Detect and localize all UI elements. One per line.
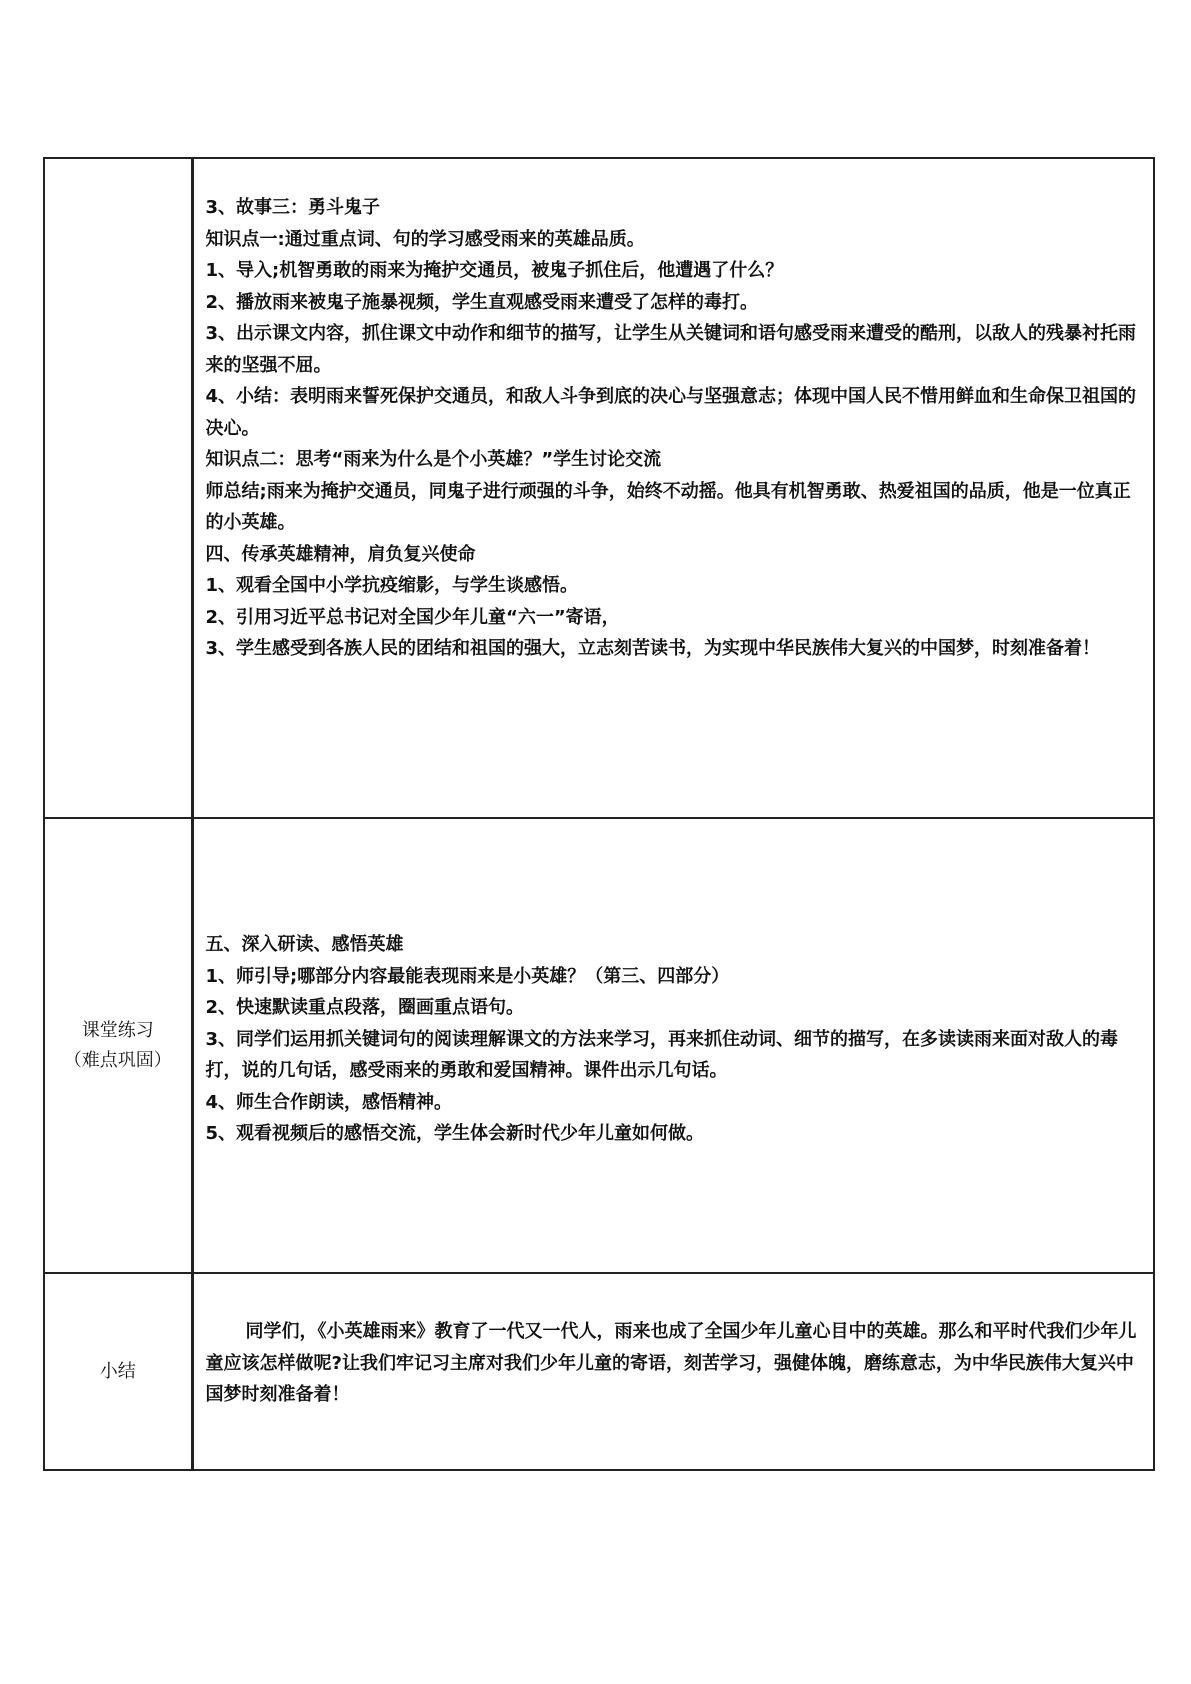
content-line: 3、学生感受到各族人民的团结和祖国的强大，立志刻苦读书，为实现中华民族伟大复兴的中国梦，时刻准备着！	[205, 638, 1101, 659]
table-row	[44, 1273, 1154, 1470]
content-line: 1、师引导;哪部分内容最能表现雨来是小英雄？（第三、四部分）	[205, 965, 730, 987]
content-line: 师总结;雨来为掩护交通员，同鬼子进行顽强的斗争，始终不动摇。他具有机智勇敢、热爱祖国的品质，他是一位真正的小英雄。	[205, 480, 1131, 533]
content-block	[194, 819, 1154, 1150]
content-block	[194, 1274, 1154, 1411]
row-label-cell	[44, 158, 192, 818]
table-row	[44, 158, 1154, 818]
content-line: 1、导入;机智勇敢的雨来为掩护交通员，被鬼子抓住后，他遭遇了什么？	[205, 260, 784, 281]
row-content-cell	[192, 158, 1154, 818]
content-block	[194, 159, 1154, 665]
content-line: 3、同学们运用抓关键词句的阅读理解课文的方法来学习，再来抓住动词、细节的描写，在多读读雨来面对敌人的毒打，说的几句话，感受雨来的勇敢和爱国精神。课件出示几句话。	[205, 1028, 1119, 1081]
summary-paragraph: 同学们，《小英雄雨来》教育了一代又一代人，雨来也成了全国少年儿童心目中的英雄。那么和平时代我们少年儿童应该怎样做呢?让我们牢记习主席对我们少年儿童的寄语，刻苦学习，强健体魄，磨练意志，为中华民族伟大复兴中国梦时刻准备着！	[205, 1321, 1137, 1405]
content-line: 1、观看全国中小学抗疫缩影，与学生谈感悟。	[205, 575, 579, 596]
content-line: 知识点一:通过重点词、句的学习感受雨来的英雄品质。	[205, 228, 645, 250]
content-line: 2、引用习近平总书记对全国少年儿童“六一”寄语，	[205, 606, 620, 628]
content-line: 四、传承英雄精神，肩负复兴使命	[205, 543, 476, 565]
table-row	[44, 818, 1154, 1273]
row-content-cell	[192, 1273, 1154, 1470]
row-label-cell	[44, 1273, 192, 1470]
lesson-plan-table	[43, 157, 1155, 1471]
content-line: 知识点二：思考“雨来为什么是个小英雄？”学生讨论交流	[205, 449, 662, 470]
row-label-cell	[44, 818, 192, 1273]
content-line: 2、播放雨来被鬼子施暴视频，学生直观感受雨来遭受了怎样的毒打。	[205, 291, 759, 313]
content-line: 4、师生合作朗读，感悟精神。	[205, 1091, 453, 1113]
content-line: 3、故事三：勇斗鬼子	[205, 197, 381, 218]
row-sublabel: （难点巩固）	[63, 1049, 172, 1071]
content-line: 3、出示课文内容，抓住课文中动作和细节的描写，让学生从关键词和语句感受雨来遭受的酷刑，以敌人的残暴衬托雨来的坚强不屈。	[205, 323, 1137, 376]
content-line: 5、观看视频后的感悟交流，学生体会新时代少年儿童如何做。	[205, 1123, 705, 1144]
row-label: 课堂练习	[81, 1019, 154, 1041]
content-line: 五、深入研读、感悟英雄	[205, 934, 404, 955]
content-line: 4、小结：表明雨来誓死保护交通员，和敌人斗争到底的决心与坚强意志；体现中国人民不惜用鲜血和生命保卫祖国的决心。	[205, 386, 1137, 439]
row-content-cell	[192, 818, 1154, 1273]
row-label: 小结	[99, 1360, 136, 1382]
content-line: 2、快速默读重点段落，圈画重点语句。	[205, 997, 525, 1018]
